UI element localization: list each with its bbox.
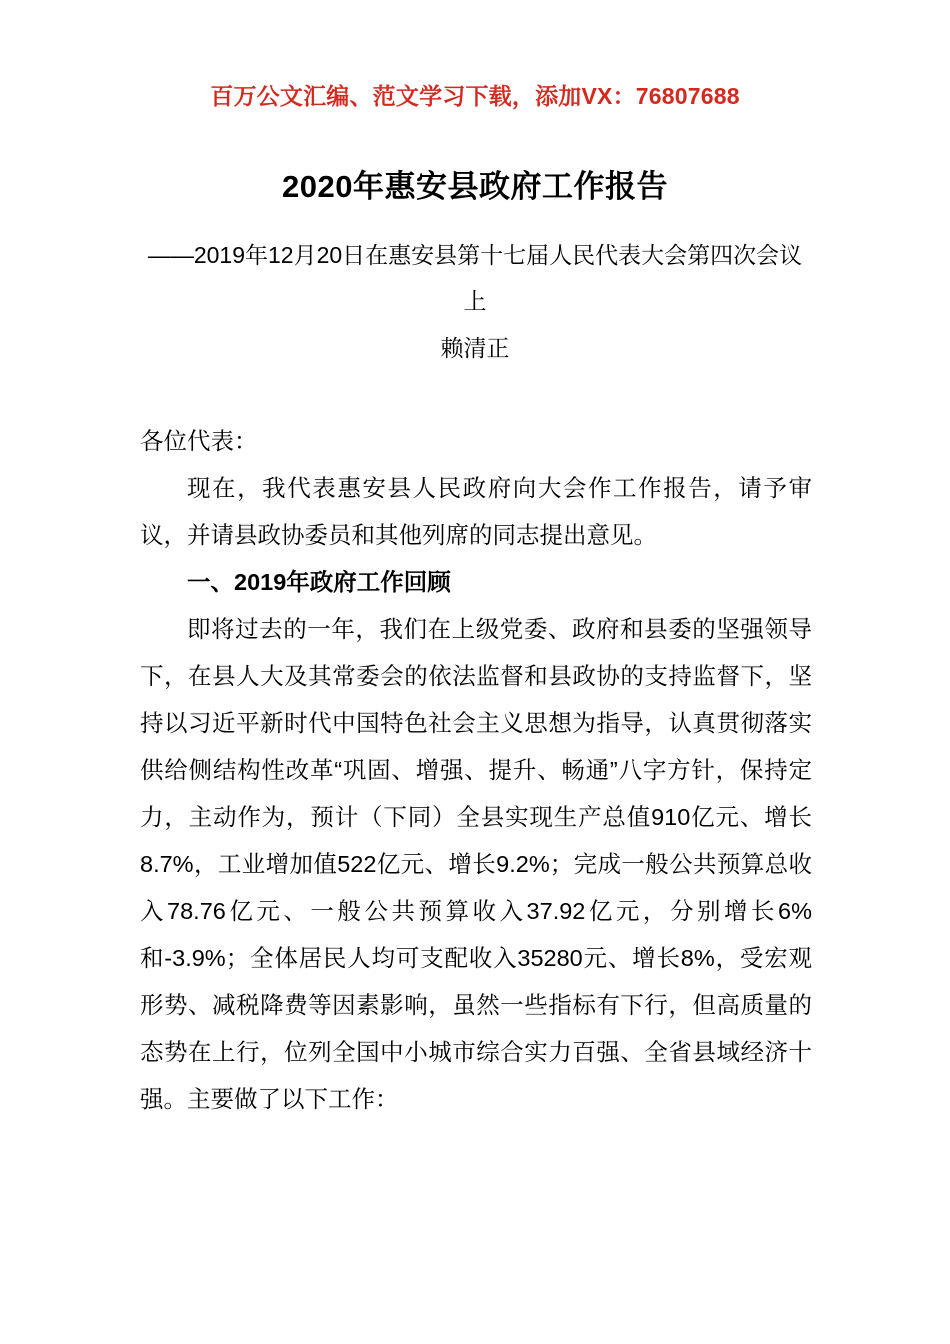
document-subtitle: ——2019年12月20日在惠安县第十七届人民代表大会第四次会议上 [147, 242, 803, 314]
section-body-paragraph: 即将过去的一年，我们在上级党委、政府和县委的坚强领导下，在县人大及其常委会的依法监督和县政协的支持监督下，坚持以习近平新时代中国特色社会主义思想为指导，认真贯彻落实供给侧结构性改革“巩固、增强、提升、畅通”八字方针，保持定力，主动作为，预计（下同）全县实现生产总值910亿元、增长8.7%，工业增加值522亿元、增长9.2%；完成一般公共预算总收入78.76亿元、一般公共预算收入37.92亿元，分别增长6%和-3.9%；全体居民人均可支配收入35280元、增长8%，受宏观形势、减税降费等因素影响，虽然一些指标有下行，但高质量的态势在上行，位列全国中小城市综合实力百强、全省县域经济十强。主要做了以下工作： [140, 616, 812, 1112]
intro-paragraph: 现在，我代表惠安县人民政府向大会作工作报告，请予审议，并请县政协委员和其他列席的同志提出意见。 [140, 475, 812, 548]
salutation-line: 各位代表： [140, 428, 258, 454]
promo-header-banner: 百万公文汇编、范文学习下载，添加VX：76807688 [210, 83, 740, 109]
document-author: 赖清正 [440, 335, 510, 361]
page-title: 2020年惠安县政府工作报告 [282, 169, 668, 204]
document-body [140, 418, 812, 1123]
section-heading-1: 一、2019年政府工作回顾 [187, 569, 451, 595]
